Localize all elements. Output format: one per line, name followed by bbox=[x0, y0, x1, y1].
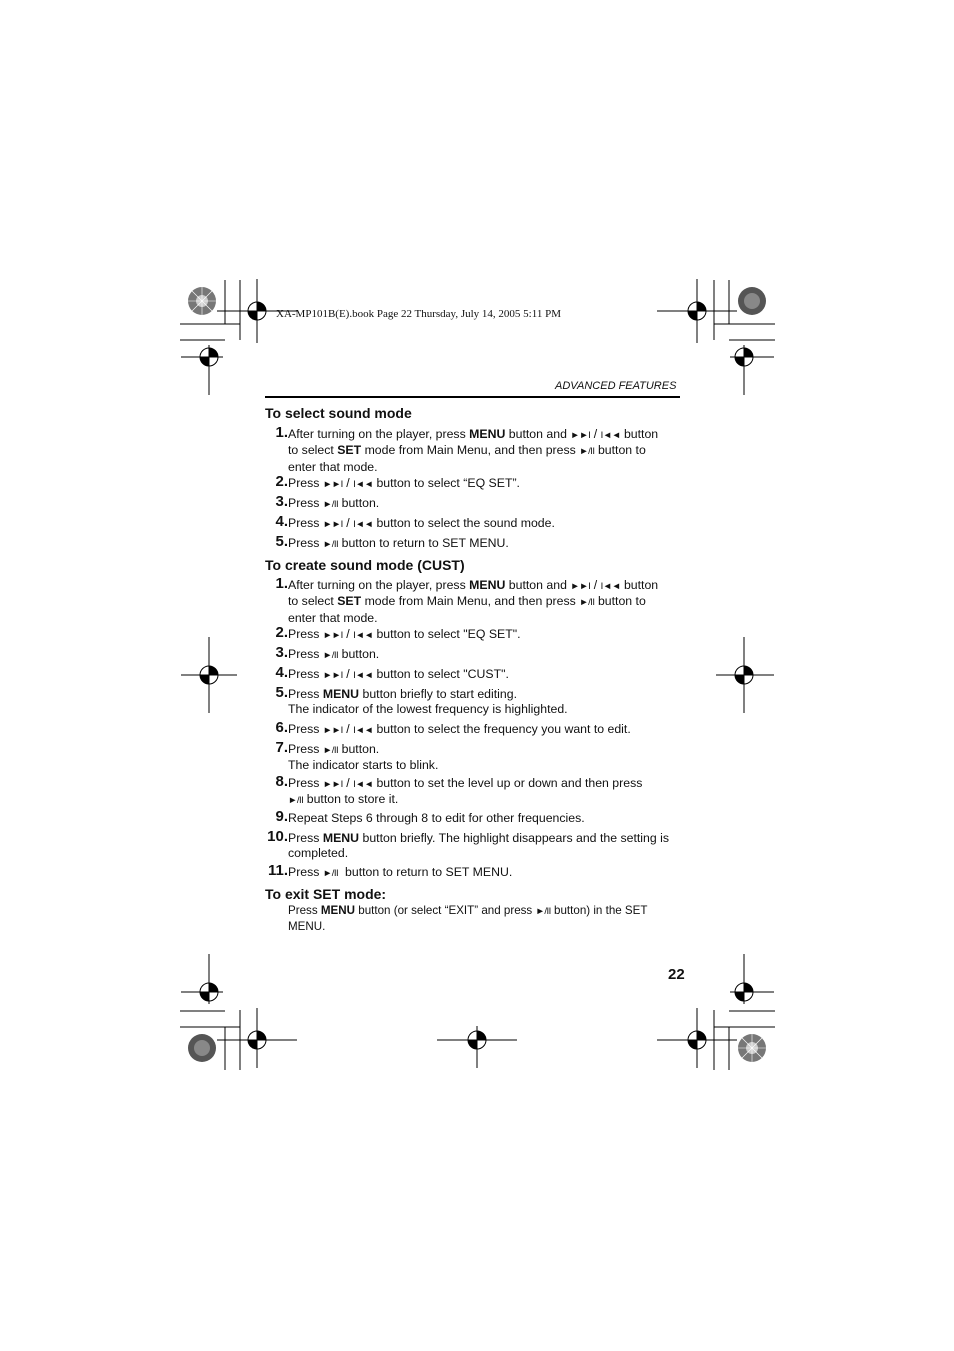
step-text: button to bbox=[597, 594, 646, 609]
next-icon: ►►I bbox=[322, 479, 343, 490]
step-text: completed. bbox=[288, 846, 349, 861]
step-text: button to select the sound mode. bbox=[376, 516, 555, 530]
step-number: 10. bbox=[267, 828, 288, 845]
step-text: to select bbox=[288, 443, 334, 458]
step-text: Press bbox=[288, 667, 320, 681]
step-text: button briefly to start editing. bbox=[362, 687, 517, 701]
play-pause-icon: ►/II bbox=[535, 906, 551, 917]
step-number: 3. bbox=[275, 493, 288, 510]
menu-key: MENU bbox=[322, 831, 360, 845]
step-text: Press bbox=[288, 496, 320, 510]
step-text: Press bbox=[288, 742, 320, 756]
header-rule bbox=[265, 396, 680, 398]
step-number: 2. bbox=[275, 473, 288, 490]
slash: / bbox=[593, 427, 598, 441]
step-number: 6. bbox=[275, 719, 288, 736]
step-number: 4. bbox=[275, 513, 288, 530]
slash: / bbox=[346, 516, 350, 530]
step-text: The indicator of the lowest frequency is highlighted. bbox=[288, 702, 568, 717]
step-text: Press bbox=[288, 536, 320, 550]
step-text: Press bbox=[288, 776, 320, 790]
play-pause-icon: ►/II bbox=[322, 499, 339, 510]
step-text: button to return to SET MENU. bbox=[345, 865, 513, 879]
play-pause-icon: ►/II bbox=[579, 597, 595, 609]
play-pause-icon: ►/II bbox=[579, 446, 595, 458]
prev-icon: I◄◄ bbox=[600, 430, 621, 441]
prev-icon: I◄◄ bbox=[353, 519, 374, 530]
slash: / bbox=[346, 476, 350, 490]
step-text: button to select "CUST". bbox=[376, 667, 509, 681]
play-pause-icon: ►/II bbox=[322, 539, 339, 550]
prev-icon: I◄◄ bbox=[353, 779, 374, 790]
menu-key: MENU bbox=[469, 578, 506, 592]
menu-key: MENU bbox=[469, 427, 506, 441]
step-text: enter that mode. bbox=[288, 459, 378, 474]
step-number: 1. bbox=[275, 575, 288, 592]
prev-icon: I◄◄ bbox=[600, 581, 621, 592]
step-number: 7. bbox=[275, 739, 288, 756]
step-text: button bbox=[623, 427, 659, 441]
section-title: ADVANCED FEATURES bbox=[555, 380, 677, 392]
step-text: After turning on the player, press bbox=[288, 427, 466, 441]
play-pause-icon: ►/II bbox=[322, 650, 339, 661]
step-number: 3. bbox=[275, 644, 288, 661]
step-text: to select bbox=[288, 594, 334, 609]
step-text: button to set the level up or down and then press bbox=[376, 776, 643, 790]
step-number: 9. bbox=[275, 808, 288, 825]
step-text: button. bbox=[341, 742, 380, 756]
step-text: Press bbox=[288, 831, 320, 845]
step-text: button bbox=[623, 578, 659, 592]
step-number: 4. bbox=[275, 664, 288, 681]
create-mode-heading: To create sound mode (CUST) bbox=[265, 557, 465, 573]
step-text: Press bbox=[288, 904, 318, 917]
step-number: 5. bbox=[275, 684, 288, 701]
step-text: Press bbox=[288, 687, 320, 701]
exit-mode-text bbox=[288, 904, 688, 934]
next-icon: ►►I bbox=[322, 725, 343, 736]
slash: / bbox=[593, 578, 598, 592]
set-key: SET bbox=[337, 443, 362, 458]
step-text: button) in the SET bbox=[554, 904, 648, 917]
step-text: Press bbox=[288, 647, 320, 661]
step-text: mode from Main Menu, and then press bbox=[364, 443, 576, 458]
play-pause-icon: ►/II bbox=[322, 868, 339, 879]
step-text: enter that mode. bbox=[288, 610, 378, 625]
step-number: 2. bbox=[275, 624, 288, 641]
step-text: button (or select “EXIT” and press bbox=[358, 904, 533, 917]
step-text: MENU. bbox=[288, 919, 326, 933]
step-number: 5. bbox=[275, 533, 288, 550]
step-number: 11. bbox=[267, 862, 288, 879]
slash: / bbox=[346, 722, 350, 736]
set-key: SET bbox=[337, 594, 362, 609]
step-text: After turning on the player, press bbox=[288, 578, 466, 592]
step-text: button to return to SET MENU. bbox=[341, 536, 509, 550]
step-text: Press bbox=[288, 476, 320, 490]
step-text: button to select "EQ SET". bbox=[376, 627, 521, 641]
page-number: 22 bbox=[668, 966, 685, 983]
next-icon: ►►I bbox=[322, 670, 343, 681]
step-text: button to select “EQ SET”. bbox=[376, 476, 520, 490]
step-text: Press bbox=[288, 627, 320, 641]
next-icon: ►►I bbox=[570, 581, 591, 592]
step-number: 8. bbox=[275, 773, 288, 790]
prev-icon: I◄◄ bbox=[353, 725, 374, 736]
slash: / bbox=[346, 667, 350, 681]
print-info: XA-MP101B(E).book Page 22 Thursday, July 14, 2005 5:11 PM bbox=[276, 308, 561, 320]
step-text: The indicator starts to blink. bbox=[288, 758, 439, 773]
slash: / bbox=[346, 776, 350, 790]
step-text: Press bbox=[288, 516, 320, 530]
prev-icon: I◄◄ bbox=[353, 630, 374, 641]
select-mode-heading: To select sound mode bbox=[265, 405, 412, 421]
step-text: Press bbox=[288, 865, 320, 879]
step-text: Repeat Steps 6 through 8 to edit for other frequencies. bbox=[288, 811, 585, 825]
menu-key: MENU bbox=[322, 687, 360, 701]
step-text: button and bbox=[508, 427, 567, 441]
prev-icon: I◄◄ bbox=[353, 479, 374, 490]
next-icon: ►►I bbox=[322, 779, 343, 790]
step-text: button. bbox=[341, 496, 380, 510]
play-pause-icon: ►/II bbox=[288, 795, 304, 807]
step-text: Press bbox=[288, 722, 320, 736]
menu-key: MENU bbox=[320, 904, 356, 917]
step-text: button to bbox=[597, 443, 646, 458]
prev-icon: I◄◄ bbox=[353, 670, 374, 681]
step-text: button to store it. bbox=[306, 792, 399, 807]
next-icon: ►►I bbox=[570, 430, 591, 441]
next-icon: ►►I bbox=[322, 519, 343, 530]
step-text: mode from Main Menu, and then press bbox=[364, 594, 576, 609]
play-pause-icon: ►/II bbox=[322, 745, 339, 756]
step-text: button to select the frequency you want to edit. bbox=[376, 722, 631, 736]
next-icon: ►►I bbox=[322, 630, 343, 641]
slash: / bbox=[346, 627, 350, 641]
step-text: button. bbox=[341, 647, 380, 661]
step-number: 1. bbox=[275, 424, 288, 441]
step-text: button briefly. The highlight disappears and the setting is bbox=[362, 831, 669, 845]
exit-mode-heading: To exit SET mode: bbox=[265, 886, 387, 902]
step-text: button and bbox=[508, 578, 567, 592]
